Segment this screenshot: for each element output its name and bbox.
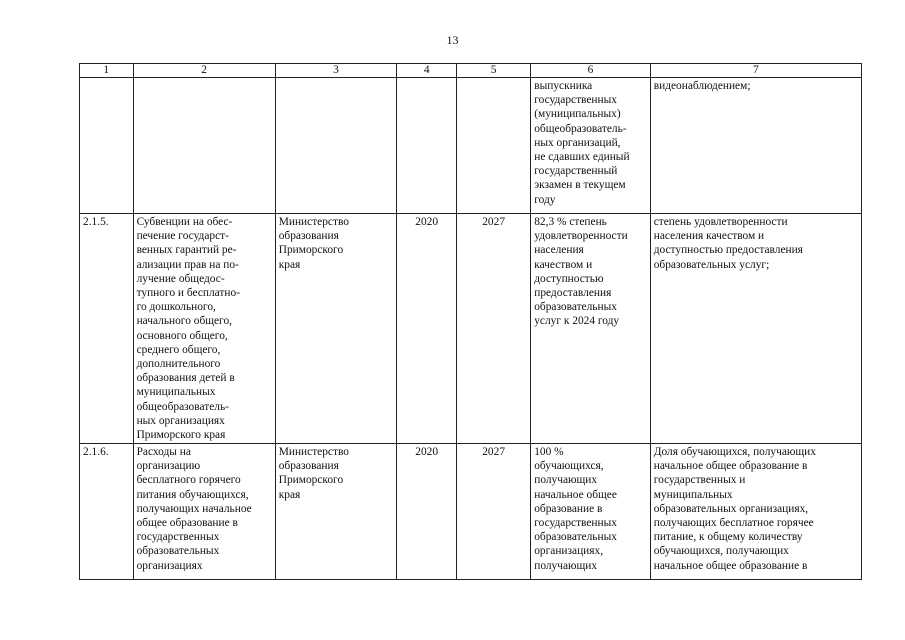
expected-result-cell: 100 % обучающихся, получающих начальное общее образование в государственных образовательных организациях, получающих — [531, 444, 651, 580]
executor-cell: Министерство образования Приморского края — [275, 214, 397, 444]
item-name-cell — [133, 78, 275, 214]
indicator-cell: Доля обучающихся, получающих начальное общее образование в государственных и муниципальных образовательных организациях, получающих бесплатное горячее питание, к общему количеству обучающихся, получающих начальное общее образование в — [650, 444, 861, 580]
start-year-cell: 2020 — [397, 444, 457, 580]
column-header: 3 — [275, 64, 397, 78]
expected-result-cell: 82,3 % степень удовлетворенности населения качеством и доступностью предоставления образовательных услуг к 2024 году — [531, 214, 651, 444]
program-table — [79, 63, 862, 580]
table-row — [80, 78, 862, 214]
table-header-row — [80, 64, 862, 78]
end-year-cell: 2027 — [457, 214, 531, 444]
column-header: 6 — [531, 64, 651, 78]
table-row — [80, 214, 862, 444]
item-number-cell: 2.1.6. — [80, 444, 134, 580]
column-header: 2 — [133, 64, 275, 78]
column-header: 5 — [457, 64, 531, 78]
start-year-cell — [397, 78, 457, 214]
item-number-cell: 2.1.5. — [80, 214, 134, 444]
start-year-cell: 2020 — [397, 214, 457, 444]
expected-result-cell: выпускника государственных (муниципальных) общеобразователь- ных организаций, не сдавших единый государственный экзамен в текущем году — [531, 78, 651, 214]
item-number-cell — [80, 78, 134, 214]
executor-cell: Министерство образования Приморского края — [275, 444, 397, 580]
executor-cell — [275, 78, 397, 214]
indicator-cell: видеонаблюдением; — [650, 78, 861, 214]
indicator-cell: степень удовлетворенности населения качеством и доступностью предоставления образовательных услуг; — [650, 214, 861, 444]
end-year-cell: 2027 — [457, 444, 531, 580]
column-header: 7 — [650, 64, 861, 78]
table-row — [80, 444, 862, 580]
item-name-cell: Расходы на организацию бесплатного горячего питания обучающихся, получающих начальное общее образование в государственных образовательных организациях — [133, 444, 275, 580]
end-year-cell — [457, 78, 531, 214]
column-header: 1 — [80, 64, 134, 78]
page-number: 13 — [446, 33, 459, 47]
item-name-cell: Субвенции на обес- печение государст- венных гарантий ре- ализации прав на по- лучение общедос- тупного и бесплатно- го дошкольного, начального общего, основного общего, среднего общего, дополнительного образования детей в муниципальных общеобразователь- ных организациях Приморского края — [133, 214, 275, 444]
column-header: 4 — [397, 64, 457, 78]
